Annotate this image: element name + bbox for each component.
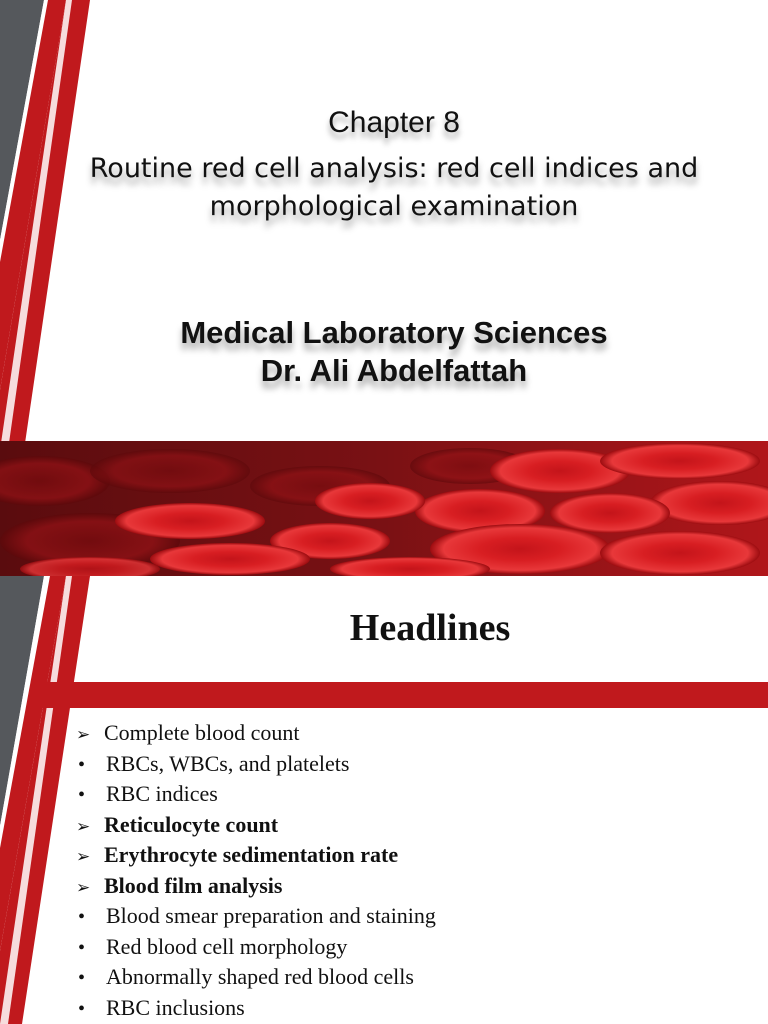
list-item-text: Blood film analysis bbox=[104, 872, 283, 898]
slide-title: Headlines bbox=[349, 607, 511, 649]
arrow-icon: ➢ bbox=[76, 816, 91, 837]
headlines-slide bbox=[0, 576, 768, 1024]
list-item bbox=[76, 993, 436, 1024]
list-item bbox=[76, 718, 436, 749]
arrow-icon: ➢ bbox=[76, 725, 91, 745]
list-item-text: Reticulocyte count bbox=[104, 811, 279, 837]
list-item bbox=[76, 840, 436, 871]
arrow-icon: ➢ bbox=[76, 877, 91, 898]
bullet-dot-icon: • bbox=[78, 967, 86, 989]
subtitle-line-2: morphological examination bbox=[209, 191, 579, 222]
chapter-subtitle bbox=[60, 150, 728, 226]
list-item-text: Abnormally shaped red blood cells bbox=[106, 964, 414, 989]
list-item-text: Erythrocyte sedimentation rate bbox=[104, 842, 399, 867]
headline-list bbox=[76, 718, 436, 1023]
list-item-text: RBCs, WBCs, and platelets bbox=[106, 750, 350, 776]
bullet-dot-icon: • bbox=[78, 784, 86, 806]
bullet-dot-icon: • bbox=[78, 753, 86, 776]
list-item bbox=[76, 901, 436, 932]
bullet-dot-icon: • bbox=[78, 906, 86, 928]
list-item-text: Blood smear preparation and staining bbox=[106, 903, 436, 928]
list-item-text: Complete blood count bbox=[104, 720, 300, 745]
list-item bbox=[76, 779, 436, 810]
course-info bbox=[0, 314, 768, 390]
red-divider-bar bbox=[40, 682, 768, 708]
subtitle-line-1: Routine red cell analysis: red cell indices and bbox=[89, 153, 699, 184]
list-item bbox=[76, 962, 436, 993]
list-item bbox=[76, 871, 436, 902]
author-name: Dr. Ali Abdelfattah bbox=[260, 353, 528, 388]
list-item bbox=[76, 810, 436, 841]
list-item-text: Red blood cell morphology bbox=[106, 933, 348, 959]
course-name: Medical Laboratory Sciences bbox=[180, 315, 608, 350]
arrow-icon: ➢ bbox=[76, 847, 91, 867]
chapter-heading: Chapter 8 bbox=[328, 106, 460, 139]
list-item bbox=[76, 932, 436, 963]
list-item-text: RBC inclusions bbox=[106, 994, 245, 1020]
list-item bbox=[76, 749, 436, 780]
bullet-dot-icon: • bbox=[78, 997, 86, 1020]
list-item-text: RBC indices bbox=[106, 781, 218, 806]
bullet-dot-icon: • bbox=[78, 936, 86, 959]
red-blood-cells-banner bbox=[0, 441, 768, 576]
